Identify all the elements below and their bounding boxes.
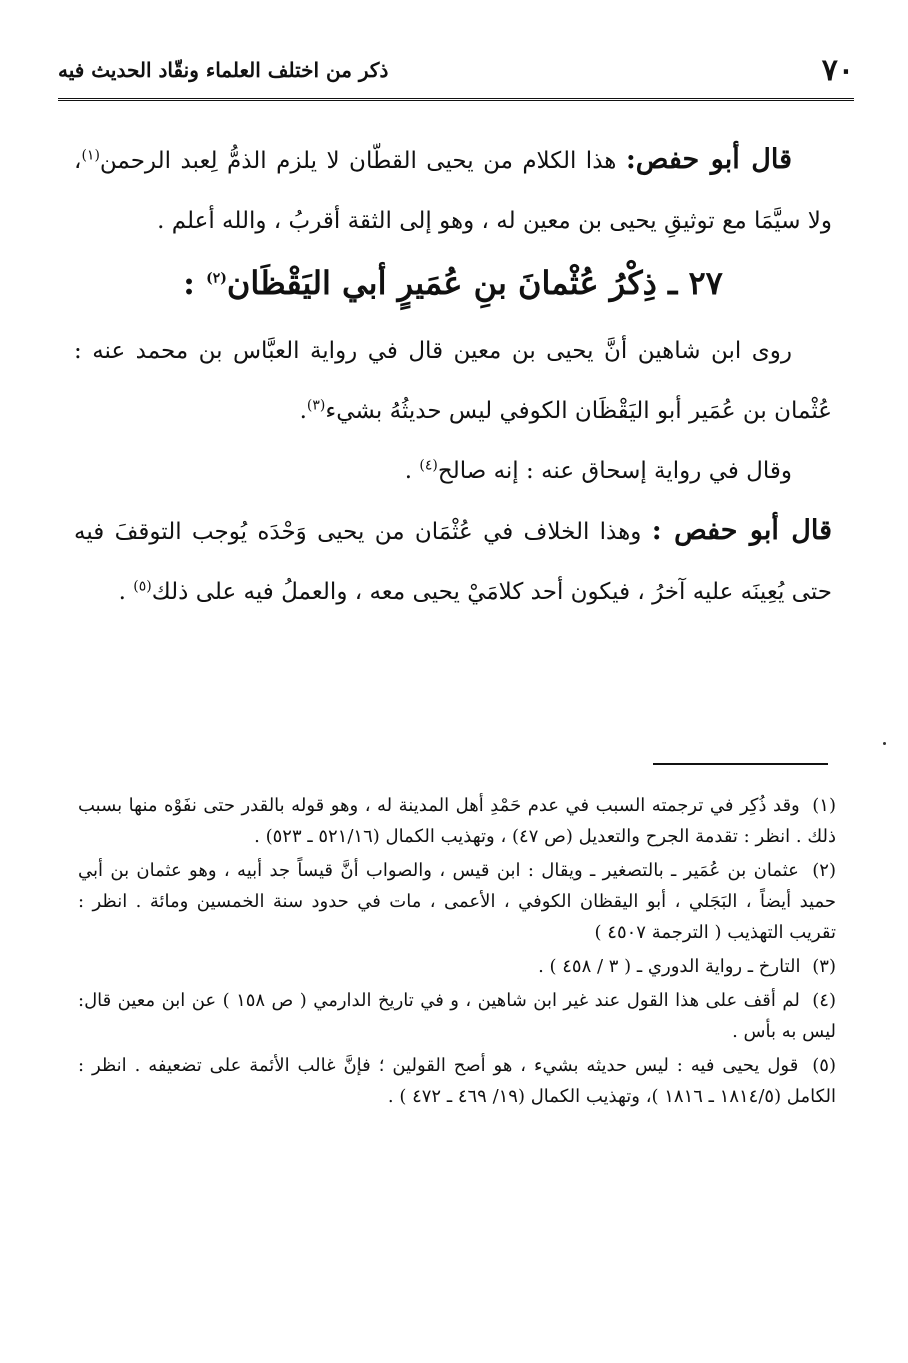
section-heading-colon: :: [183, 264, 207, 302]
footnote-1: [78, 790, 836, 852]
footnote-ref-3: (٣): [306, 397, 326, 414]
paragraph-1: [74, 130, 832, 251]
paragraph-1-lead: قال أبو حفص:: [625, 144, 792, 175]
paragraph-2: [74, 321, 832, 441]
footnotes: [78, 790, 836, 1115]
footnote-2: [78, 855, 836, 948]
paragraph-2-end: .: [299, 398, 307, 424]
footnote-text: قول يحيى فيه : ليس حديثه بشيء ، هو أصح القولين ؛ فإنَّ غالب الأئمة على تضعيفه . انظر : الكامل (١٨١٤/٥ ـ ١٨١٦ )، وتهذيب الكمال (١٩/ ٤٦٩ ـ ٤٧٢ ) .: [78, 1055, 836, 1107]
paragraph-4-lead: قال أبو حفص :: [651, 515, 833, 546]
paragraph-4-text: وهذا الخلاف في عُثْمَان من يحيى وَحْدَه يُوجب التوقفَ فيه حتى يُعِينَه عليه آخرُ ، فيكون أحد كلامَيْ يحيى معه ، والعملُ فيه على ذلك: [74, 519, 832, 605]
footnote-5: [78, 1050, 836, 1112]
main-text: [74, 130, 832, 622]
footnote-ref-4: (٤): [419, 457, 438, 474]
paragraph-4-end: .: [118, 579, 134, 605]
footnote-number: (٥): [812, 1055, 836, 1076]
footnote-ref-2: (٢): [206, 270, 227, 287]
footnote-number: (١): [812, 795, 836, 816]
footnote-text: لم أقف على هذا القول عند غير ابن شاهين ، و في تاريخ الدارمي ( ص ١٥٨ ) عن ابن معين قال: ليس به بأس .: [78, 990, 836, 1042]
margin-dot: [883, 742, 886, 745]
paragraph-3: [74, 441, 832, 501]
footnote-number: (٣): [812, 956, 836, 977]
paragraph-3-end: .: [404, 458, 420, 484]
running-title: ذكر من اختلف العلماء ونقّاد الحديث فيه: [58, 58, 389, 82]
footnote-text: وقد ذُكِر في ترجمته السبب في عدم حَمْدِ أهل المدينة له ، وهو قوله بالقدر حتى نفَوْه منها بسبب ذلك . انظر : تقدمة الجرح والتعديل (ص ٤٧) ، وتهذيب الكمال (٥٢١/١٦ ـ ٥٢٣) .: [78, 795, 836, 847]
footnote-number: (٢): [812, 860, 836, 881]
paragraph-2-text: روى ابن شاهين أنَّ يحيى بن معين قال في رواية العبَّاس بن محمد عنه : عُثْمان بن عُمَير أبو اليَقْظَان الكوفي ليس حديثُهُ بشيء: [74, 338, 832, 424]
section-heading: [74, 255, 832, 311]
paragraph-1-text: هذا الكلام من يحيى القطّان لا يلزم الذمُّ لِعبد الرحمن: [99, 148, 617, 174]
footnote-text: عثمان بن عُمَير ـ بالتصغير ـ ويقال : ابن قيس ، والصواب أنَّ قيساً جد أبيه ، وهو عثمان بن أبي حميد أيضاً ، البَجَلي ، أبو اليقظان الكوفي ، الأعمى ، مات في حدود سنة الخمسين ومائة . انظر : تقريب التهذيب ( الترجمة ٤٥٠٧ ): [78, 860, 836, 943]
section-heading-text: ٢٧ ـ ذِكْرُ عُثْمانَ بنِ عُمَيرٍ أبي اليَقْظَان: [226, 264, 723, 302]
footnote-ref-5: (٥): [133, 578, 152, 595]
footnote-ref-1: (١): [81, 147, 100, 164]
paragraph-3-text: وقال في رواية إسحاق عنه : إنه صالح: [437, 458, 792, 484]
footnote-4: [78, 985, 836, 1047]
page-number: ٧٠: [821, 52, 854, 88]
footnote-text: التارخ ـ رواية الدوري ـ ( ٣ / ٤٥٨ ) .: [538, 956, 801, 977]
paragraph-1-text-end: ، ولا سيَّمَا مع توثيقِ يحيى بن معين له ، وهو إلى الثقة أقربُ ، والله أعلم .: [74, 148, 832, 234]
page-header: [58, 42, 854, 101]
paragraph-4: [74, 501, 832, 622]
footnote-separator: [653, 763, 828, 765]
footnote-number: (٤): [812, 990, 836, 1011]
footnote-3: [78, 951, 836, 982]
